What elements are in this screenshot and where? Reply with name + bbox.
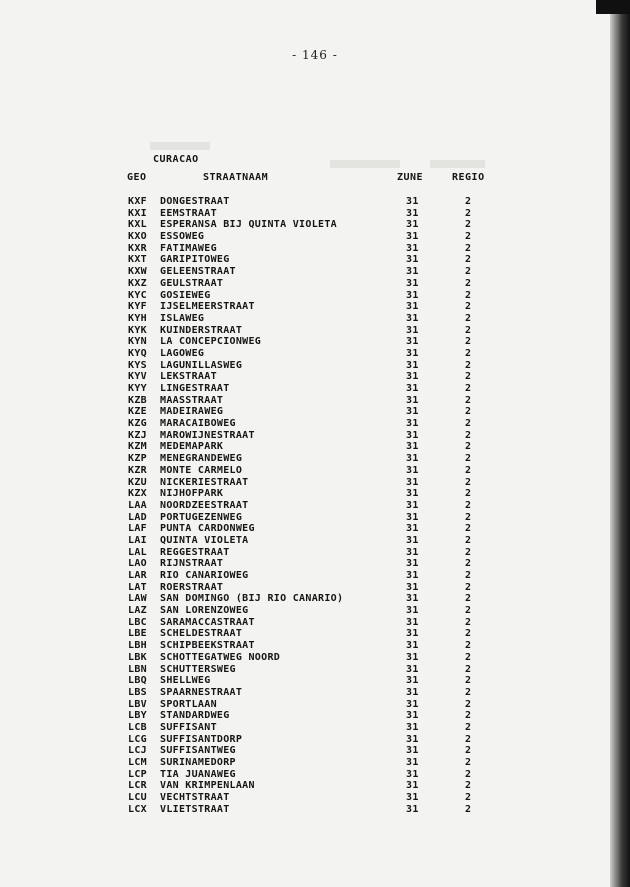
geo-code: LBY — [128, 710, 147, 722]
street-name: GELEENSTRAAT — [160, 266, 236, 278]
geo-code: LCJ — [128, 745, 147, 757]
table-row — [0, 231, 630, 243]
geo-code: KYS — [128, 359, 147, 371]
street-name: MADEIRAWEG — [160, 406, 224, 418]
geo-code: KZP — [128, 453, 147, 465]
street-name: LAGOWEG — [160, 347, 205, 359]
street-name: MEDEMAPARK — [160, 441, 224, 453]
table-row — [0, 488, 630, 500]
regio-value: 2 — [465, 605, 472, 617]
street-name: GOSIEWEG — [160, 289, 211, 301]
zone-value: 31 — [406, 231, 419, 243]
regio-value: 2 — [465, 383, 472, 394]
geo-code: KYQ — [128, 347, 147, 359]
regio-value: 2 — [465, 359, 472, 371]
zone-value: 31 — [406, 581, 419, 593]
regio-value: 2 — [465, 266, 472, 278]
table-row — [0, 582, 630, 594]
table-row — [0, 640, 630, 652]
regio-value: 2 — [465, 768, 472, 780]
geo-code: LAZ — [128, 605, 147, 617]
regio-value: 2 — [465, 429, 472, 441]
street-name: GARIPITOWEG — [160, 254, 230, 266]
geo-code: KXW — [128, 266, 147, 278]
geo-code: KYY — [128, 383, 147, 394]
street-name: RIO CANARIOWEG — [160, 570, 249, 581]
regio-value: 2 — [465, 476, 472, 488]
table-row — [0, 477, 630, 489]
column-header-street: STRAATNAAM — [203, 172, 269, 183]
table-row — [0, 465, 630, 477]
geo-code: LBH — [128, 640, 147, 652]
table-row — [0, 500, 630, 512]
zone-value: 31 — [406, 219, 419, 231]
street-name: SCHUTTERSWEG — [160, 663, 236, 675]
regio-value: 2 — [465, 289, 472, 301]
zone-value: 31 — [406, 523, 419, 535]
street-name: NICKERIESTRAAT — [160, 476, 249, 488]
street-name: IJSELMEERSTRAAT — [160, 301, 255, 313]
zone-value: 31 — [406, 780, 419, 792]
table-row — [0, 558, 630, 570]
zone-value: 31 — [406, 207, 419, 219]
table-row — [0, 792, 630, 804]
zone-value: 31 — [406, 721, 419, 733]
zone-value: 31 — [406, 441, 419, 453]
geo-code: LCR — [128, 780, 147, 792]
geo-code: LAT — [128, 581, 147, 593]
street-name: VECHTSTRAAT — [160, 792, 230, 804]
regio-value: 2 — [465, 792, 472, 804]
regio-value: 2 — [465, 488, 472, 500]
street-name: PORTUGEZENWEG — [160, 511, 243, 523]
geo-code: LAD — [128, 511, 147, 523]
zone-value: 31 — [406, 593, 419, 605]
zone-value: 31 — [406, 534, 419, 546]
zone-value: 31 — [406, 745, 419, 757]
regio-value: 2 — [465, 745, 472, 757]
regio-value: 2 — [465, 499, 472, 511]
street-name: SURINAMEDORP — [160, 757, 236, 768]
geo-code: KYF — [128, 301, 147, 313]
street-name: SPAARNESTRAAT — [160, 686, 243, 698]
street-name: KUINDERSTRAAT — [160, 324, 243, 336]
geo-code: KZE — [128, 406, 147, 418]
regio-value: 2 — [465, 207, 472, 219]
geo-code: LAL — [128, 546, 147, 558]
zone-value: 31 — [406, 418, 419, 430]
table-row — [0, 804, 630, 816]
table-row — [0, 593, 630, 605]
geo-code: KZM — [128, 441, 147, 453]
geo-code: KZR — [128, 464, 147, 476]
street-name: FATIMAWEG — [160, 242, 217, 254]
street-name: SHELLWEG — [160, 675, 211, 687]
table-row — [0, 675, 630, 687]
zone-value: 31 — [406, 324, 419, 336]
table-row — [0, 360, 630, 372]
regio-value: 2 — [465, 558, 472, 570]
table-row — [0, 699, 630, 711]
geo-code: KXR — [128, 242, 147, 254]
geo-code: LAF — [128, 523, 147, 535]
geo-code: KYN — [128, 336, 147, 348]
geo-code: LAO — [128, 558, 147, 570]
table-row — [0, 535, 630, 547]
table-row — [0, 722, 630, 734]
table-row — [0, 383, 630, 395]
zone-value: 31 — [406, 803, 419, 815]
street-name: STANDARDWEG — [160, 710, 230, 722]
table-row — [0, 628, 630, 640]
zone-value: 31 — [406, 499, 419, 511]
regio-value: 2 — [465, 733, 472, 745]
regio-value: 2 — [465, 441, 472, 453]
street-name: NIJHOFPARK — [160, 488, 224, 500]
regio-value: 2 — [465, 757, 472, 768]
street-name: MAROWIJNESTRAAT — [160, 429, 255, 441]
table-row — [0, 313, 630, 325]
zone-value: 31 — [406, 394, 419, 406]
street-name: ISLAWEG — [160, 312, 205, 324]
zone-value: 31 — [406, 792, 419, 804]
zone-value: 31 — [406, 511, 419, 523]
zone-value: 31 — [406, 406, 419, 418]
table-row — [0, 254, 630, 266]
regio-value: 2 — [465, 593, 472, 605]
street-name: PUNTA CARDONWEG — [160, 523, 255, 535]
geo-code: KYV — [128, 371, 147, 383]
geo-code: KZG — [128, 418, 147, 430]
zone-value: 31 — [406, 383, 419, 394]
geo-code: LCM — [128, 757, 147, 768]
table-row — [0, 523, 630, 535]
geo-code: LCG — [128, 733, 147, 745]
street-name: QUINTA VIOLETA — [160, 534, 249, 546]
regio-value: 2 — [465, 464, 472, 476]
regio-value: 2 — [465, 686, 472, 698]
street-name: ESPERANSA BIJ QUINTA VIOLETA — [160, 219, 337, 231]
table-row — [0, 406, 630, 418]
street-name: SUFFISANTDORP — [160, 733, 243, 745]
table-row — [0, 278, 630, 290]
street-name: VLIETSTRAAT — [160, 803, 230, 815]
table-row — [0, 243, 630, 255]
regio-value: 2 — [465, 254, 472, 266]
regio-value: 2 — [465, 663, 472, 675]
geo-code: KXZ — [128, 277, 147, 289]
regio-value: 2 — [465, 371, 472, 383]
geo-code: LAW — [128, 593, 147, 605]
table-row — [0, 208, 630, 220]
table-row — [0, 570, 630, 582]
regio-value: 2 — [465, 721, 472, 733]
zone-value: 31 — [406, 301, 419, 313]
street-name: SCHIPBEEKSTRAAT — [160, 640, 255, 652]
column-header-zone: ZUNE — [397, 172, 424, 183]
zone-value: 31 — [406, 488, 419, 500]
geo-code: LAR — [128, 570, 147, 581]
zone-value: 31 — [406, 289, 419, 301]
geo-code: LBS — [128, 686, 147, 698]
column-header-regio: REGIO — [452, 172, 485, 183]
bleed-through-mark — [430, 160, 485, 168]
street-name: LA CONCEPCIONWEG — [160, 336, 262, 348]
zone-value: 31 — [406, 640, 419, 652]
zone-value: 31 — [406, 429, 419, 441]
table-row — [0, 734, 630, 746]
table-row — [0, 418, 630, 430]
regio-value: 2 — [465, 628, 472, 640]
zone-value: 31 — [406, 277, 419, 289]
table-row — [0, 290, 630, 302]
geo-code: LBE — [128, 628, 147, 640]
regio-value: 2 — [465, 511, 472, 523]
regio-value: 2 — [465, 219, 472, 231]
zone-value: 31 — [406, 254, 419, 266]
table-row — [0, 336, 630, 348]
table-row — [0, 430, 630, 442]
street-name: SUFFISANTWEG — [160, 745, 236, 757]
regio-value: 2 — [465, 616, 472, 628]
zone-value: 31 — [406, 558, 419, 570]
table-row — [0, 780, 630, 792]
regio-value: 2 — [465, 277, 472, 289]
geo-code: KXI — [128, 207, 147, 219]
zone-value: 31 — [406, 651, 419, 663]
street-name: SAN DOMINGO (BIJ RIO CANARIO) — [160, 593, 344, 605]
street-name: LINGESTRAAT — [160, 383, 230, 394]
geo-code: KXT — [128, 254, 147, 266]
geo-code: LCB — [128, 721, 147, 733]
street-name: REGGESTRAAT — [160, 546, 230, 558]
zone-value: 31 — [406, 733, 419, 745]
geo-code: KZJ — [128, 429, 147, 441]
geo-code: LCX — [128, 803, 147, 815]
table-row — [0, 441, 630, 453]
geo-code: LBV — [128, 698, 147, 710]
table-row — [0, 652, 630, 664]
regio-value: 2 — [465, 581, 472, 593]
street-name: GEULSTRAAT — [160, 277, 224, 289]
table-row — [0, 757, 630, 769]
table-row — [0, 325, 630, 337]
regio-value: 2 — [465, 534, 472, 546]
zone-value: 31 — [406, 698, 419, 710]
table-row — [0, 512, 630, 524]
table-row — [0, 371, 630, 383]
street-name: SAN LORENZOWEG — [160, 605, 249, 617]
geo-code: LAI — [128, 534, 147, 546]
regio-value: 2 — [465, 698, 472, 710]
street-name: LAGUNILLASWEG — [160, 359, 243, 371]
regio-value: 2 — [465, 242, 472, 254]
zone-value: 31 — [406, 453, 419, 465]
regio-value: 2 — [465, 336, 472, 348]
regio-value: 2 — [465, 324, 472, 336]
regio-value: 2 — [465, 347, 472, 359]
geo-code: KXO — [128, 231, 147, 243]
street-name: MENEGRANDEWEG — [160, 453, 243, 465]
street-name: RIJNSTRAAT — [160, 558, 224, 570]
zone-value: 31 — [406, 768, 419, 780]
geo-code: KZX — [128, 488, 147, 500]
place-heading: CURACAO — [153, 154, 199, 165]
geo-code: KYH — [128, 312, 147, 324]
regio-value: 2 — [465, 570, 472, 581]
table-row — [0, 687, 630, 699]
geo-code: LBN — [128, 663, 147, 675]
table-row — [0, 453, 630, 465]
street-name: MAASSTRAAT — [160, 394, 224, 406]
table-row — [0, 266, 630, 278]
zone-value: 31 — [406, 266, 419, 278]
street-name: SPORTLAAN — [160, 698, 217, 710]
street-name: MARACAIBOWEG — [160, 418, 236, 430]
street-name: NOORDZEESTRAAT — [160, 499, 249, 511]
street-name: SCHOTTEGATWEG NOORD — [160, 651, 281, 663]
zone-value: 31 — [406, 757, 419, 768]
table-row — [0, 617, 630, 629]
regio-value: 2 — [465, 418, 472, 430]
zone-value: 31 — [406, 663, 419, 675]
geo-code: KXL — [128, 219, 147, 231]
zone-value: 31 — [406, 196, 419, 207]
table-row — [0, 664, 630, 676]
geo-code: LCU — [128, 792, 147, 804]
geo-code: LBK — [128, 651, 147, 663]
zone-value: 31 — [406, 371, 419, 383]
zone-value: 31 — [406, 347, 419, 359]
regio-value: 2 — [465, 651, 472, 663]
zone-value: 31 — [406, 464, 419, 476]
table-row — [0, 301, 630, 313]
geo-code: KZU — [128, 476, 147, 488]
street-name: VAN KRIMPENLAAN — [160, 780, 255, 792]
zone-value: 31 — [406, 546, 419, 558]
regio-value: 2 — [465, 301, 472, 313]
street-name: MONTE CARMELO — [160, 464, 243, 476]
table-row — [0, 219, 630, 231]
zone-value: 31 — [406, 616, 419, 628]
geo-code: LBQ — [128, 675, 147, 687]
zone-value: 31 — [406, 359, 419, 371]
street-name: SUFFISANT — [160, 721, 217, 733]
street-name: LEKSTRAAT — [160, 371, 217, 383]
regio-value: 2 — [465, 675, 472, 687]
zone-value: 31 — [406, 312, 419, 324]
regio-value: 2 — [465, 523, 472, 535]
regio-value: 2 — [465, 710, 472, 722]
page-corner-shadow — [596, 0, 630, 14]
zone-value: 31 — [406, 686, 419, 698]
bleed-through-mark — [330, 160, 400, 168]
zone-value: 31 — [406, 675, 419, 687]
table-row — [0, 769, 630, 781]
regio-value: 2 — [465, 312, 472, 324]
regio-value: 2 — [465, 546, 472, 558]
column-header-geo: GEO — [127, 172, 147, 183]
regio-value: 2 — [465, 406, 472, 418]
regio-value: 2 — [465, 453, 472, 465]
street-name: SARAMACCASTRAAT — [160, 616, 255, 628]
geo-code: KYC — [128, 289, 147, 301]
regio-value: 2 — [465, 640, 472, 652]
zone-value: 31 — [406, 628, 419, 640]
table-row — [0, 605, 630, 617]
street-name: DONGESTRAAT — [160, 196, 230, 207]
geo-code: KYK — [128, 324, 147, 336]
regio-value: 2 — [465, 231, 472, 243]
street-name: EEMSTRAAT — [160, 207, 217, 219]
street-name: ESSOWEG — [160, 231, 205, 243]
regio-value: 2 — [465, 394, 472, 406]
table-row — [0, 547, 630, 559]
zone-value: 31 — [406, 242, 419, 254]
zone-value: 31 — [406, 476, 419, 488]
regio-value: 2 — [465, 780, 472, 792]
geo-code: LCP — [128, 768, 147, 780]
street-name: SCHELDESTRAAT — [160, 628, 243, 640]
street-name: ROERSTRAAT — [160, 581, 224, 593]
table-row — [0, 745, 630, 757]
zone-value: 31 — [406, 710, 419, 722]
geo-code: LBC — [128, 616, 147, 628]
table-row — [0, 348, 630, 360]
geo-code: LAA — [128, 499, 147, 511]
regio-value: 2 — [465, 803, 472, 815]
geo-code: KXF — [128, 196, 147, 207]
street-table — [0, 196, 630, 815]
table-row — [0, 710, 630, 722]
table-row — [0, 196, 630, 208]
zone-value: 31 — [406, 570, 419, 581]
regio-value: 2 — [465, 196, 472, 207]
page-number: - 146 - — [292, 48, 338, 62]
bleed-through-mark — [150, 142, 210, 150]
geo-code: KZB — [128, 394, 147, 406]
zone-value: 31 — [406, 336, 419, 348]
street-name: TIA JUANAWEG — [160, 768, 236, 780]
zone-value: 31 — [406, 605, 419, 617]
table-row — [0, 395, 630, 407]
